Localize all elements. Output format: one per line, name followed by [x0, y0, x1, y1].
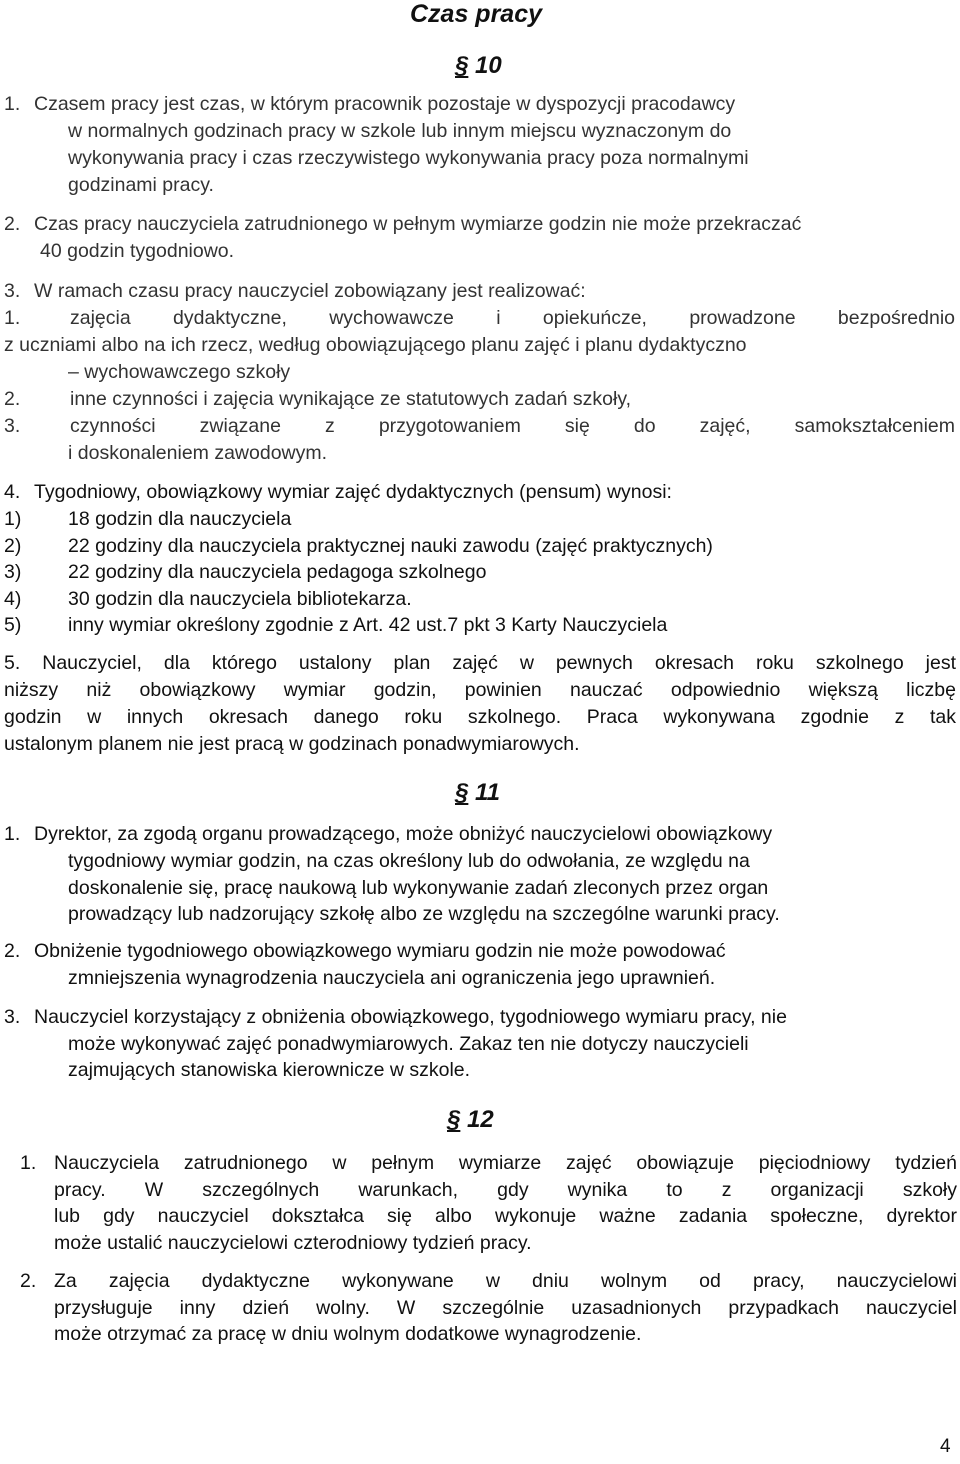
- paragraph-line: godzinami pracy.: [68, 174, 214, 196]
- paragraph-number: 2.: [4, 213, 21, 235]
- list-item-number: 4): [4, 588, 22, 610]
- paragraph-line: może ustalić nauczycielowi czterodniowy tydzień pracy.: [54, 1232, 532, 1254]
- page-title: Czas pracy: [410, 0, 543, 28]
- list-item-number: 2): [4, 535, 22, 557]
- paragraph-line: Za zajęcia dydaktyczne wykonywane w dniu wolnym od pracy, nauczycielowi: [54, 1270, 957, 1292]
- list-item-line: inne czynności i zajęcia wynikające ze statutowych zadań szkoły,: [70, 388, 632, 410]
- paragraph-number: 1.: [4, 823, 21, 845]
- paragraph-line: Czasem pracy jest czas, w którym pracownik pozostaje w dyspozycji pracodawcy: [34, 93, 736, 115]
- list-item-number: 3): [4, 561, 22, 583]
- paragraph-line: przysługuje inny dzień wolny. W szczególnie uzasadnionych przypadkach nauczyciel: [54, 1297, 957, 1319]
- paragraph-line: 5. Nauczyciel, dla którego ustalony plan zajęć w pewnych okresach roku szkolnego jest: [4, 652, 956, 674]
- paragraph-line: tygodniowy wymiar godzin, na czas określony lub do odwołania, ze względu na: [68, 850, 750, 872]
- list-item-number: 1): [4, 508, 22, 530]
- section-number: 10: [475, 52, 502, 79]
- paragraph-line: 40 godzin tygodniowo.: [40, 240, 235, 262]
- paragraph-line: Nauczyciel korzystający z obniżenia obowiązkowego, tygodniowego wymiaru pracy, nie: [34, 1006, 787, 1028]
- section-symbol: §: [455, 779, 469, 806]
- list-item-line: inny wymiar określony zgodnie z Art. 42 ust.7 pkt 3 Karty Nauczyciela: [68, 614, 668, 636]
- paragraph-number: 2.: [20, 1270, 37, 1292]
- paragraph-number: 1.: [20, 1152, 37, 1174]
- section-heading-10: [455, 52, 502, 80]
- section-number: 12: [467, 1106, 494, 1133]
- paragraph-line: godzin w innych okresach danego roku szkolnego. Praca wykonywana zgodnie z tak: [4, 706, 956, 728]
- list-item-line: zajęcia dydaktyczne, wychowawcze i opiekuńcze, prowadzone bezpośrednio: [70, 307, 955, 329]
- paragraph-number: 2.: [4, 940, 21, 962]
- paragraph-line: lub gdy nauczyciel dokształca się albo wykonuje ważne zadania społeczne, dyrektor: [54, 1205, 957, 1227]
- list-item-line: 22 godziny dla nauczyciela pedagoga szkolnego: [68, 561, 487, 583]
- list-item-line: 22 godziny dla nauczyciela praktycznej nauki zawodu (zajęć praktycznych): [68, 535, 713, 557]
- section-number: 11: [475, 779, 500, 806]
- list-item-line: – wychowawczego szkoły: [68, 361, 291, 383]
- section-symbol: §: [455, 52, 469, 79]
- paragraph-number: 1.: [4, 93, 21, 115]
- paragraph-number: 3.: [4, 280, 21, 302]
- paragraph-line: zajmujących stanowiska kierownicze w szkole.: [68, 1059, 471, 1081]
- paragraph-line: może wykonywać zajęć ponadwymiarowych. Zakaz ten nie dotyczy nauczycieli: [68, 1033, 749, 1055]
- paragraph-line: Nauczyciela zatrudnionego w pełnym wymiarze zajęć obowiązuje pięciodniowy tydzień: [54, 1152, 957, 1174]
- paragraph-line: wykonywania pracy i czas rzeczywistego wykonywania pracy poza normalnymi: [68, 147, 749, 169]
- section-heading-12: [447, 1106, 494, 1134]
- paragraph-line: prowadzący lub nadzorujący szkołę albo ze względu na szczególne warunki pracy.: [68, 903, 780, 925]
- list-item-number: 3.: [4, 415, 21, 437]
- section-symbol: §: [447, 1106, 461, 1133]
- paragraph-line: doskonalenie się, pracę naukową lub wykonywanie zadań zleconych przez organ: [68, 877, 769, 899]
- paragraph-line: ustalonym planem nie jest pracą w godzinach ponadwymiarowych.: [4, 733, 580, 755]
- list-item-line: 30 godzin dla nauczyciela bibliotekarza.: [68, 588, 412, 610]
- paragraph-line: Czas pracy nauczyciela zatrudnionego w pełnym wymiarze godzin nie może przekraczać: [34, 213, 802, 235]
- paragraph-line: Obniżenie tygodniowego obowiązkowego wymiaru godzin nie może powodować: [34, 940, 726, 962]
- paragraph-line: Dyrektor, za zgodą organu prowadzącego, może obniżyć nauczycielowi obowiązkowy: [34, 823, 773, 845]
- paragraph-line: niższy niż obowiązkowy wymiar godzin, powinien nauczać odpowiednio większą liczbę: [4, 679, 956, 701]
- paragraph-number: 4.: [4, 481, 21, 503]
- list-item-number: 1.: [4, 307, 21, 329]
- paragraph-line: W ramach czasu pracy nauczyciel zobowiązany jest realizować:: [34, 280, 586, 302]
- list-item-line: z uczniami albo na ich rzecz, według obowiązującego planu zajęć i planu dydaktyczno: [4, 334, 747, 356]
- paragraph-line: może otrzymać za pracę w dniu wolnym dodatkowe wynagrodzenie.: [54, 1323, 642, 1345]
- paragraph-number: 3.: [4, 1006, 21, 1028]
- page-number: 4: [940, 1436, 951, 1457]
- list-item-number: 2.: [4, 388, 21, 410]
- paragraph-line: w normalnych godzinach pracy w szkole lub innym miejscu wyznaczonym do: [68, 120, 732, 142]
- list-item-line: 18 godzin dla nauczyciela: [68, 508, 292, 530]
- list-item-line: i doskonaleniem zawodowym.: [68, 442, 328, 464]
- paragraph-line: Tygodniowy, obowiązkowy wymiar zajęć dydaktycznych (pensum) wynosi:: [34, 481, 672, 503]
- paragraph-line: pracy. W szczególnych warunkach, gdy wynika to z organizacji szkoły: [54, 1179, 957, 1201]
- list-item-line: czynności związane z przygotowaniem się do zajęć, samokształceniem: [70, 415, 955, 437]
- paragraph-line: zmniejszenia wynagrodzenia nauczyciela ani ograniczenia jego uprawnień.: [68, 967, 716, 989]
- list-item-number: 5): [4, 614, 22, 636]
- section-heading-11: [455, 779, 500, 807]
